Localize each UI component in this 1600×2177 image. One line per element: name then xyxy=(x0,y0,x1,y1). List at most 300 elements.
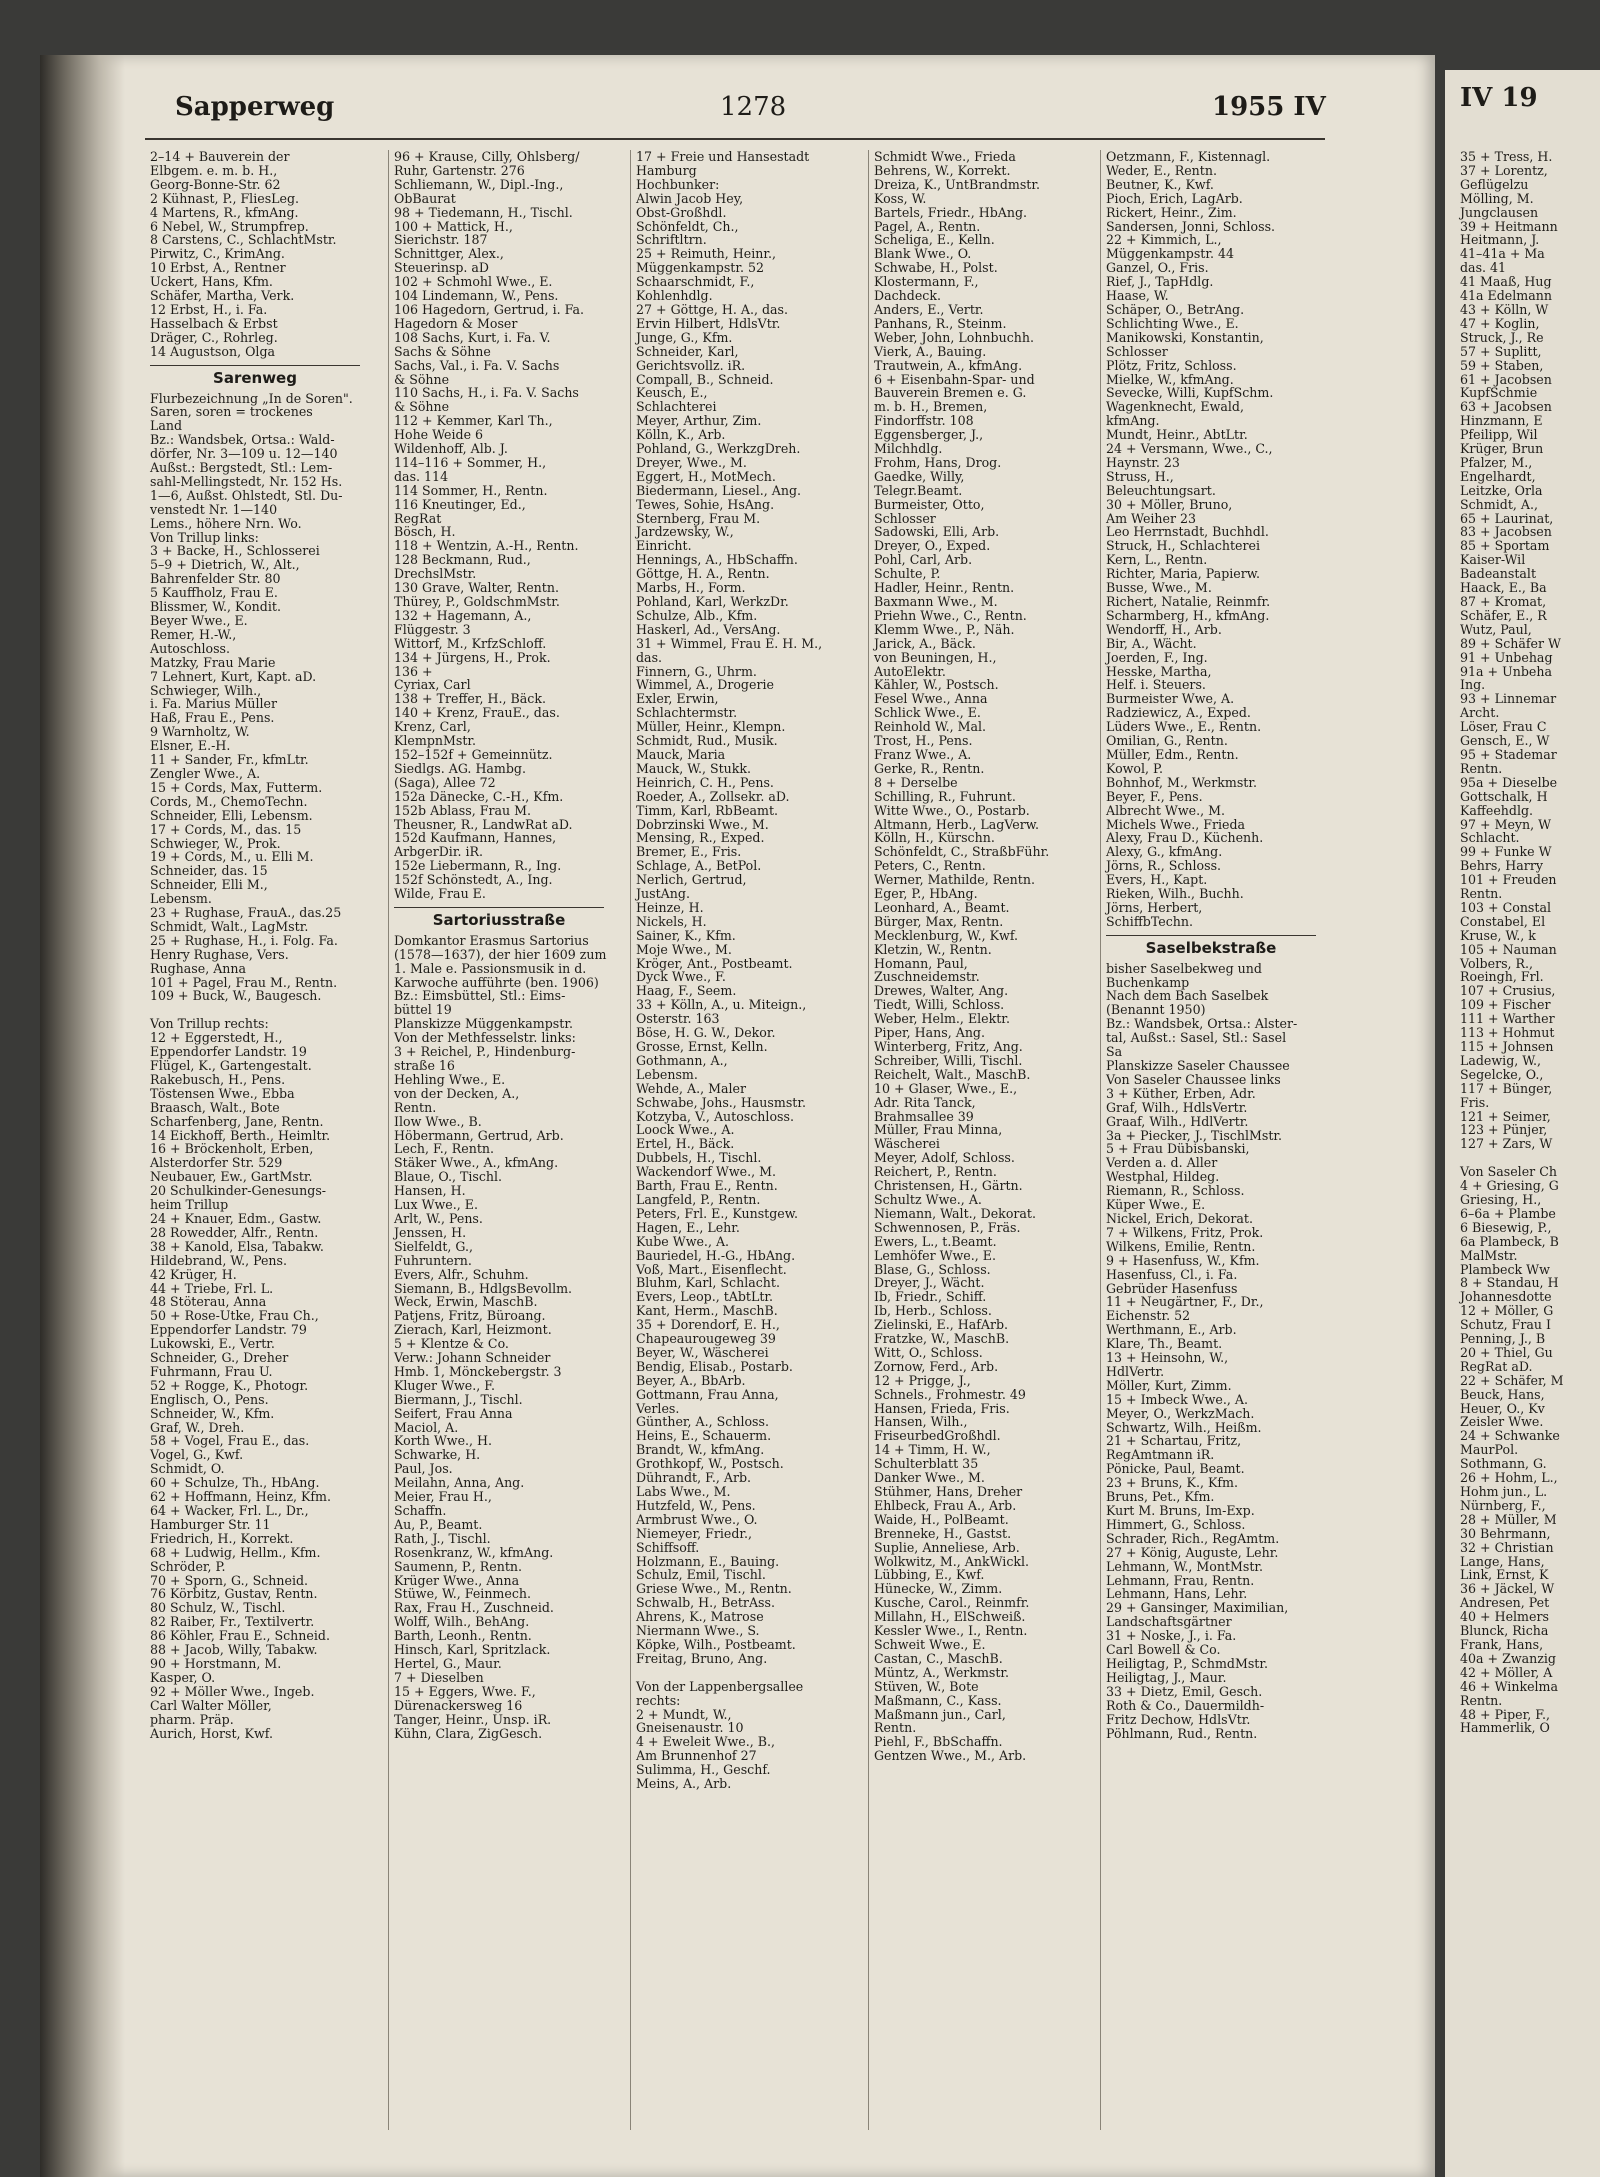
directory-entry: Gothmann, A., xyxy=(636,1052,728,1068)
directory-entry: 82 Raiber, Fr., Textilvertr. xyxy=(150,1614,315,1630)
directory-entry: Zielinski, E., HafArb. xyxy=(874,1317,1009,1333)
directory-entry: Piehl, F., BbSchaffn. xyxy=(874,1734,1003,1750)
directory-entry: 3 + Backe, H., Schlosserei xyxy=(150,543,320,559)
directory-entry: 7 + Dieselben xyxy=(394,1669,484,1685)
directory-entry: Kant, Herm., MaschB. xyxy=(636,1303,778,1319)
directory-entry: Wimmel, A., Drogerie xyxy=(636,677,774,693)
directory-entry: Saumenn, P., Rentn. xyxy=(394,1558,523,1574)
directory-entry: Am Weiher 23 xyxy=(1106,510,1197,526)
directory-entry: Voß, Mart., Eisenflecht. xyxy=(636,1261,787,1277)
directory-entry: Sachs, Val., i. Fa. V. Sachs xyxy=(394,357,560,373)
directory-entry: Schneider, Elli, Lebensm. xyxy=(150,807,313,823)
directory-entry: Lech, F., Rentn. xyxy=(394,1141,494,1157)
directory-entry: 76 Körbitz, Gustav, Rentn. xyxy=(150,1586,318,1602)
directory-entry: Armbrust Wwe., O. xyxy=(636,1511,758,1527)
directory-entry: Lux Wwe., E. xyxy=(394,1197,478,1213)
directory-entry: Graaf, Wilh., HdlVertr. xyxy=(1106,1113,1249,1129)
directory-entry: Engelhardt, xyxy=(1460,468,1536,484)
directory-entry: Pohland, Karl, WerkzDr. xyxy=(636,594,789,609)
directory-entry: 123 + Pünjer, xyxy=(1460,1122,1548,1138)
directory-entry: Wagenknecht, Ewald, xyxy=(1106,399,1244,415)
directory-entry: 9 + Hasenfuss, W., Kfm. xyxy=(1106,1252,1260,1268)
directory-entry: Brahmsallee 39 xyxy=(874,1108,974,1124)
directory-entry: Planskizze Saseler Chaussee xyxy=(1106,1058,1290,1073)
directory-entry: Hamburger Str. 11 xyxy=(150,1516,271,1532)
directory-entry: Kusche, Carol., Reinmfr. xyxy=(874,1595,1030,1611)
directory-entry: RegRat aD. xyxy=(1460,1358,1533,1374)
directory-entry: Chapeaurougeweg 39 xyxy=(636,1331,776,1347)
directory-entry: Maßmann, C., Kass. xyxy=(874,1692,1002,1708)
directory-entry: 11 + Sander, Fr., kfmLtr. xyxy=(150,752,309,768)
directory-entry: Eppendorfer Landstr. 79 xyxy=(150,1322,307,1338)
directory-entry: 35 + Tress, H. xyxy=(1460,149,1553,164)
directory-entry: Bir, A., Wächt. xyxy=(1106,635,1197,651)
directory-entry: Rentn. xyxy=(874,1720,917,1736)
directory-entry: Schwalb, H., BetrAss. xyxy=(636,1595,775,1611)
directory-entry: 3a + Piecker, J., TischlMstr. xyxy=(1106,1127,1283,1143)
directory-entry: Dreyer, O., Exped. xyxy=(874,538,991,554)
directory-entry: Kruse, W., k xyxy=(1460,927,1536,943)
directory-entry: Kühn, Clara, ZigGesch. xyxy=(394,1725,543,1741)
directory-entry: 36 + Jäckel, W xyxy=(1460,1581,1555,1597)
directory-entry: Bürger, Max, Rentn. xyxy=(874,913,1004,929)
directory-entry: Steuerinsp. aD xyxy=(394,260,490,276)
directory-entry: Loock Wwe., A. xyxy=(636,1122,735,1138)
directory-entry: Von Trillup links: xyxy=(150,529,259,545)
directory-entry: Bz.: Eimsbüttel, Stl.: Eims- xyxy=(394,988,566,1004)
directory-entry: Blase, G., Schloss. xyxy=(874,1261,991,1277)
directory-entry: 17 + Cords, M., das. 15 xyxy=(150,821,302,837)
directory-entry: 27 + Göttge, H. A., das. xyxy=(636,301,788,317)
directory-entry: Constabel, El xyxy=(1460,913,1546,929)
directory-entry: Autoschloss. xyxy=(150,640,231,656)
directory-entry: 106 Hagedorn, Gertrud, i. Fa. xyxy=(394,301,585,317)
directory-entry: Biermann, J., Tischl. xyxy=(394,1391,523,1407)
directory-entry: Graf, Wilh., HdlsVertr. xyxy=(1106,1099,1248,1115)
directory-entry: Sa xyxy=(1106,1044,1123,1060)
directory-entry: Zeisler Wwe. xyxy=(1460,1414,1544,1430)
directory-entry: 83 + Jacobsen xyxy=(1460,524,1552,540)
directory-entry: Sainer, K., Kfm. xyxy=(636,927,736,943)
directory-entry: 26 + Hohm, L., xyxy=(1460,1470,1558,1486)
directory-entry: Küper Wwe., E. xyxy=(1106,1197,1206,1213)
directory-entry: Weber, John, Lohnbuchh. xyxy=(874,329,1035,345)
directory-entry: Vierk, A., Bauing. xyxy=(874,343,987,359)
directory-entry: Beleuchtungsart. xyxy=(1106,482,1216,498)
directory-entry: 62 + Hoffmann, Heinz, Kfm. xyxy=(150,1489,332,1505)
directory-entry: Eppendorfer Landstr. 19 xyxy=(150,1044,307,1060)
directory-entry: Schlichting Wwe., E. xyxy=(1106,315,1239,331)
directory-entry: 105 + Nauman xyxy=(1460,941,1557,957)
directory-entry: Paul, Jos. xyxy=(394,1461,453,1477)
directory-entry: 13 + Heinsohn, W., xyxy=(1106,1350,1229,1366)
directory-entry: Behrens, W., Korrekt. xyxy=(874,162,1011,178)
directory-entry: Klemm Wwe., P., Näh. xyxy=(874,621,1015,637)
directory-entry: Struck, H., Schlachterei xyxy=(1106,538,1261,554)
directory-entry: Schneider, Elli M., xyxy=(150,877,268,893)
directory-entry: das. 41 xyxy=(1460,260,1507,276)
directory-entry: Bz.: Wandsbek, Ortsa.: Wald- xyxy=(150,432,335,448)
directory-entry: Köpke, Wilh., Postbeamt. xyxy=(636,1636,796,1652)
directory-entry: Werthmann, E., Arb. xyxy=(1106,1322,1237,1338)
directory-entry: Gerke, R., Rentn. xyxy=(874,760,985,776)
directory-entry: Heuer, O., Kv xyxy=(1460,1400,1545,1416)
directory-entry: 33 + Kölln, A., u. Miteign., xyxy=(636,997,807,1013)
directory-entry: Haynstr. 23 xyxy=(1106,454,1180,470)
directory-entry: Flügel, K., Gartengestalt. xyxy=(150,1058,312,1073)
directory-entry: Beutner, K., Kwf. xyxy=(1106,176,1214,192)
column-divider xyxy=(868,150,869,2130)
directory-entry: 113 + Hohmut xyxy=(1460,1025,1555,1041)
directory-entry: 15 + Imbeck Wwe., A. xyxy=(1106,1391,1248,1407)
directory-entry: Lems., höhere Nrn. Wo. xyxy=(150,515,302,531)
directory-entry: 5–9 + Dietrich, W., Alt., xyxy=(150,557,300,573)
directory-entry: Rughase, Anna xyxy=(150,960,247,976)
directory-entry: 3 + Küther, Erben, Adr. xyxy=(1106,1085,1256,1101)
directory-entry: MaurPol. xyxy=(1460,1442,1519,1458)
directory-entry: Behrs, Harry xyxy=(1460,858,1543,874)
directory-entry: Pohland, G., WerkzgDreh. xyxy=(636,441,801,457)
directory-entry: Schlage, A., BetPol. xyxy=(636,858,762,874)
directory-entry: 130 Grave, Walter, Rentn. xyxy=(394,580,559,596)
directory-entry: Sandersen, Jonni, Schloss. xyxy=(1106,218,1276,234)
directory-entry: Kaffeehdlg. xyxy=(1460,802,1534,818)
directory-entry: 95a + Dieselbe xyxy=(1460,774,1558,790)
directory-entry: 20 Schulkinder-Genesungs- xyxy=(150,1183,327,1199)
directory-entry: Albrecht Wwe., M. xyxy=(1106,802,1225,818)
directory-entry: 6 Nebel, W., Strumpfrep. xyxy=(150,218,309,234)
directory-entry: 64 + Wacker, Frl. L., Dr., xyxy=(150,1503,309,1518)
directory-entry: Flüggestr. 3 xyxy=(394,621,471,637)
directory-entry: Rieken, Wilh., Buchh. xyxy=(1106,886,1244,902)
directory-entry: Dräger, C., Rohrleg. xyxy=(150,329,278,345)
directory-entry: 7 + Wilkens, Fritz, Prok. xyxy=(1106,1224,1264,1240)
column-divider xyxy=(388,150,389,2130)
directory-entry: 85 + Sportam xyxy=(1460,538,1550,554)
directory-entry: Koss, W. xyxy=(874,190,927,206)
directory-entry: 107 + Crusius, xyxy=(1460,983,1556,999)
directory-column-3 xyxy=(636,150,846,2130)
directory-entry: 96 + Krause, Cilly, Ohlsberg/ xyxy=(394,149,580,164)
directory-entry: Tewes, Sohie, HsAng. xyxy=(636,496,775,512)
directory-entry: Hinzmann, E xyxy=(1460,413,1543,429)
directory-entry: Hammerlik, O xyxy=(1460,1720,1550,1736)
page-number: 1278 xyxy=(720,92,787,122)
directory-entry: Nickels, H. xyxy=(636,913,707,929)
next-page-head: IV 19 xyxy=(1460,83,1538,113)
directory-entry: Hinsch, Karl, Spritzlack. xyxy=(394,1642,551,1658)
directory-entry: Plambeck Ww xyxy=(1460,1261,1550,1277)
directory-entry: 138 + Treffer, H., Bäck. xyxy=(394,691,546,707)
directory-entry: Cords, M., ChemoTechn. xyxy=(150,793,308,809)
directory-entry: Rentn. xyxy=(394,1099,437,1115)
directory-entry: 12 Erbst, H., i. Fa. xyxy=(150,301,268,317)
directory-entry: Frank, Hans, xyxy=(1460,1636,1544,1652)
directory-entry: 6 + Eisenbahn-Spar- und xyxy=(874,371,1035,387)
directory-entry: Geflügelzu xyxy=(1460,176,1529,192)
directory-entry: Bauverein Bremen e. G. xyxy=(874,385,1027,401)
directory-entry: Eggert, H., MotMech. xyxy=(636,468,776,484)
directory-entry: Reinhold W., Mal. xyxy=(874,719,987,735)
directory-entry: Haase, W. xyxy=(1106,288,1169,304)
directory-entry: Sulimma, H., Geschf. xyxy=(636,1762,771,1778)
directory-entry: Verles. xyxy=(636,1400,680,1416)
directory-entry: m. b. H., Bremen, xyxy=(874,399,988,415)
directory-entry: Müggenkampstr. 52 xyxy=(636,260,765,276)
directory-entry: Heitmann, J. xyxy=(1460,232,1540,248)
directory-entry: MalMstr. xyxy=(1460,1247,1518,1263)
directory-entry: Planskizze Müggenkampstr. xyxy=(394,1016,573,1032)
directory-entry: Seifert, Frau Anna xyxy=(394,1405,513,1421)
directory-entry: Georg-Bonne-Str. 62 xyxy=(150,176,281,192)
directory-entry: 111 + Warther xyxy=(1460,1011,1555,1027)
directory-entry: Rentn. xyxy=(1460,1692,1503,1708)
directory-entry: Fesel Wwe., Anna xyxy=(874,691,988,707)
directory-entry: 127 + Zars, W xyxy=(1460,1136,1553,1152)
street-range-head: Sapperweg xyxy=(175,92,335,122)
directory-entry: Bartels, Friedr., HbAng. xyxy=(874,204,1028,220)
directory-entry: Niemeyer, Friedr., xyxy=(636,1525,753,1541)
directory-entry: Timm, Karl, RbBeamt. xyxy=(636,802,779,818)
directory-entry: Niermann Wwe., S. xyxy=(636,1623,760,1639)
directory-entry: Struck, J., Re xyxy=(1460,329,1544,345)
directory-entry: Nerlich, Gertrud, xyxy=(636,872,747,888)
directory-entry: Wolff, Wilh., BehAng. xyxy=(394,1614,530,1630)
directory-entry: Junge, G., Kfm. xyxy=(636,329,733,345)
directory-entry: Alexy, G., kfmAng. xyxy=(1106,844,1223,860)
directory-entry: 116 Kneutinger, Ed., xyxy=(394,496,526,512)
directory-entry: Schreiber, Willi, Tischl. xyxy=(874,1052,1023,1068)
directory-entry: Hertel, G., Maur. xyxy=(394,1655,502,1671)
directory-entry: Schlacht. xyxy=(1460,830,1520,846)
directory-entry: pharm. Präp. xyxy=(150,1711,234,1727)
directory-entry: Trautwein, A., kfmAng. xyxy=(874,357,1023,373)
directory-entry: Hohe Weide 6 xyxy=(394,427,484,443)
directory-entry: Labs Wwe., M. xyxy=(636,1484,731,1499)
directory-entry: Schäper, O., BetrAng. xyxy=(1106,301,1245,317)
directory-entry: Telegr.Beamt. xyxy=(874,482,963,498)
directory-entry: Westphal, Hildeg. xyxy=(1106,1169,1220,1185)
directory-entry: 140 + Krenz, FrauE., das. xyxy=(394,705,560,721)
directory-entry: Beyer, F., Pens. xyxy=(1106,788,1203,804)
directory-entry: Dreiza, K., UntBrandmstr. xyxy=(874,176,1041,192)
directory-entry: 58 + Vogel, Frau E., das. xyxy=(150,1433,310,1449)
directory-entry: Sevecke, Willi, KupfSchm. xyxy=(1106,385,1274,401)
directory-entry: FriseurbedGroßhdl. xyxy=(874,1428,1001,1444)
directory-entry: 50 + Rose-Utke, Frau Ch., xyxy=(150,1308,319,1324)
directory-entry: Zierach, Karl, Heizmont. xyxy=(394,1322,552,1338)
directory-entry: Elbgem. e. m. b. H., xyxy=(150,162,278,178)
directory-entry: Rakebusch, H., Pens. xyxy=(150,1071,286,1087)
directory-entry: Beyer Wwe., E. xyxy=(150,613,248,628)
directory-entry: Schulte, P. xyxy=(874,566,941,582)
directory-entry: Waide, H., PolBeamt. xyxy=(874,1511,1009,1527)
directory-entry: 102 + Schmohl Wwe., E. xyxy=(394,274,553,290)
directory-entry: Müller, Heinr., Klempn. xyxy=(636,719,786,735)
directory-entry: 93 + Linnemar xyxy=(1460,691,1557,707)
directory-entry: Von Saseler Chaussee links xyxy=(1106,1071,1281,1087)
directory-entry: Schrader, Rich., RegAmtm. xyxy=(1106,1530,1280,1546)
directory-entry: Kube Wwe., A. xyxy=(636,1233,730,1249)
directory-entry: Scharfenberg, Jane, Rentn. xyxy=(150,1113,324,1129)
directory-entry: Weder, E., Rentn. xyxy=(1106,162,1217,178)
directory-entry: Gottschalk, H xyxy=(1460,788,1548,804)
directory-entry: SchiffbTechn. xyxy=(1106,913,1193,929)
directory-entry: 24 + Versmann, Wwe., C., xyxy=(1106,441,1273,457)
directory-entry: JustAng. xyxy=(636,886,690,902)
directory-entry: 9 Warnholtz, W. xyxy=(150,724,250,740)
directory-entry: Heinze, H. xyxy=(636,899,704,915)
head-rule xyxy=(145,138,1325,140)
directory-entry: Verden a. d. Aller xyxy=(1106,1155,1218,1171)
directory-entry: Archt. xyxy=(1460,705,1500,721)
directory-entry: Jörns, Herbert, xyxy=(1106,899,1203,915)
directory-entry: Hansen, Frieda, Fris. xyxy=(874,1400,1010,1416)
directory-entry: Eger, P., HbAng. xyxy=(874,886,978,902)
directory-entry: Dubbels, H., Tischl. xyxy=(636,1150,762,1166)
directory-entry: Schnels., Frohmestr. 49 xyxy=(874,1386,1026,1402)
directory-entry: Fuhrmann, Frau U. xyxy=(150,1363,273,1379)
directory-entry: Grosse, Ernst, Kelln. xyxy=(636,1039,768,1054)
directory-entry: Sielfeldt, G., xyxy=(394,1238,474,1254)
directory-entry: Schlosser xyxy=(1106,343,1168,359)
directory-entry: Meins, A., Arb. xyxy=(636,1776,732,1792)
directory-entry: Lübbing, E., Kwf. xyxy=(874,1567,985,1583)
directory-entry: 15 + Cords, Max, Futterm. xyxy=(150,779,323,795)
directory-entry: 112 + Kemmer, Karl Th., xyxy=(394,413,553,429)
directory-entry: Griesing, H., xyxy=(1460,1191,1542,1207)
directory-entry: Zengler Wwe., A. xyxy=(150,765,261,781)
directory-entry: Lehmann, Hans, Lehr. xyxy=(1106,1586,1248,1602)
directory-entry: Schwabe, H., Polst. xyxy=(874,260,998,276)
directory-entry: KupfSchmie xyxy=(1460,385,1538,401)
directory-entry: Blaue, O., Tischl. xyxy=(394,1169,503,1185)
directory-entry: 2 + Mundt, W., xyxy=(636,1706,732,1722)
directory-entry: Remer, H.-W., xyxy=(150,626,237,642)
directory-entry: Schriftltrn. xyxy=(636,232,707,248)
directory-entry: 8 + Standau, H xyxy=(1460,1275,1559,1291)
directory-entry: Heiligtag, P., SchmdMstr. xyxy=(1106,1655,1269,1671)
directory-entry: Stühmer, Hans, Dreher xyxy=(874,1484,1023,1499)
directory-entry: Carl Bowell & Co. xyxy=(1106,1642,1221,1658)
directory-entry: Landschaftsgärtner xyxy=(1106,1614,1232,1630)
directory-entry: 68 + Ludwig, Hellm., Kfm. xyxy=(150,1544,321,1560)
directory-entry: Eggensberger, J., xyxy=(874,427,984,443)
directory-entry: Rax, Frau H., Zuschneid. xyxy=(394,1600,554,1616)
directory-entry: Osterstr. 163 xyxy=(636,1011,720,1027)
directory-entry: 104 Lindemann, W., Pens. xyxy=(394,288,559,304)
directory-entry: 22 + Schäfer, M xyxy=(1460,1372,1564,1388)
directory-entry: Hagen, E., Lehr. xyxy=(636,1219,740,1235)
directory-entry: Hohm jun., L. xyxy=(1460,1484,1548,1499)
directory-entry: Ing. xyxy=(1460,677,1486,693)
directory-entry: 39 + Heitmann xyxy=(1460,218,1558,234)
directory-entry: 57 + Suplitt, xyxy=(1460,343,1542,359)
directory-entry: Klare, Th., Beamt. xyxy=(1106,1336,1223,1352)
directory-entry: 91a + Unbeha xyxy=(1460,663,1552,679)
street-heading: Sartoriusstraße xyxy=(394,907,604,928)
directory-entry: Krenz, Carl, xyxy=(394,719,471,735)
directory-entry: Pioch, Erich, LagArb. xyxy=(1106,190,1243,206)
directory-entry: Franz Wwe., A. xyxy=(874,746,972,762)
directory-entry: Ewers, L., t.Beamt. xyxy=(874,1233,997,1249)
directory-entry: Siemann, B., HdlgsBevollm. xyxy=(394,1280,573,1296)
directory-entry: Pagel, A., Rentn. xyxy=(874,218,981,234)
directory-entry: Klostermann, F., xyxy=(874,274,979,290)
directory-entry: Von Trillup rechts: xyxy=(150,1016,269,1032)
directory-entry: Alwin Jacob Hey, xyxy=(636,190,744,206)
year-volume-head: 1955 IV xyxy=(1212,92,1326,122)
directory-entry: 27 + König, Auguste, Lehr. xyxy=(1106,1544,1279,1560)
directory-entry: 99 + Funke W xyxy=(1460,844,1552,860)
directory-entry: Korth Wwe., H. xyxy=(394,1433,493,1449)
directory-entry: Evers, Leop., tAbtLtr. xyxy=(636,1289,774,1305)
directory-entry: 101 + Freuden xyxy=(1460,872,1557,888)
directory-entry: Roeder, A., Zollsekr. aD. xyxy=(636,788,790,804)
directory-entry: Freitag, Bruno, Ang. xyxy=(636,1650,768,1666)
directory-entry: Von der Methfesselstr. links: xyxy=(394,1030,576,1046)
directory-entry: Reichert, P., Rentn. xyxy=(874,1164,997,1180)
directory-entry: Ertel, H., Bäck. xyxy=(636,1136,735,1152)
directory-entry: Winterberg, Fritz, Ang. xyxy=(874,1039,1023,1054)
directory-entry: 152b Ablass, Frau M. xyxy=(394,802,532,818)
directory-entry: Einricht. xyxy=(636,538,692,554)
directory-entry: 134 + Jürgens, H., Prok. xyxy=(394,649,551,665)
directory-entry: 22 + Kimmich, L., xyxy=(1106,232,1222,248)
directory-entry: Johannesdotte xyxy=(1460,1289,1552,1305)
directory-entry: Weck, Erwin, MaschB. xyxy=(394,1294,538,1310)
directory-entry: Schaarschmidt, F., xyxy=(636,274,755,290)
directory-entry: Hehling Wwe., E. xyxy=(394,1071,506,1087)
directory-entry: 115 + Johnsen xyxy=(1460,1039,1554,1054)
directory-entry: Brandt, W., kfmAng. xyxy=(636,1442,765,1458)
directory-entry: 86 Köhler, Frau E., Schneid. xyxy=(150,1628,330,1644)
directory-entry: Hmb. 1, Mönckebergstr. 3 xyxy=(394,1363,562,1379)
directory-entry: Lange, Hans, xyxy=(1460,1553,1545,1569)
directory-entry: Schmidt, A., xyxy=(1460,496,1538,512)
directory-entry: Fratzke, W., MaschB. xyxy=(874,1331,1010,1347)
directory-entry: Schneider, G., Dreher xyxy=(150,1350,289,1366)
directory-entry: 5 Kauffholz, Frau E. xyxy=(150,585,278,601)
directory-entry: Pfeilipp, Wil xyxy=(1460,427,1538,443)
directory-entry: Lukowski, E., Vertr. xyxy=(150,1336,275,1352)
directory-entry: Hagedorn & Moser xyxy=(394,315,518,331)
directory-entry: Schwabe, Johs., Hausmstr. xyxy=(636,1094,806,1110)
directory-entry: Tiedt, Willi, Schloss. xyxy=(874,997,1005,1013)
directory-entry: 118 + Wentzin, A.-H., Rentn. xyxy=(394,538,579,554)
directory-entry: Rosenkranz, W., kfmAng. xyxy=(394,1544,554,1560)
directory-entry: venstedt Nr. 1—140 xyxy=(150,501,278,517)
directory-entry: Weber, Helm., Elektr. xyxy=(874,1011,1010,1027)
directory-entry: 108 Sachs, Kurt, i. Fa. V. xyxy=(394,329,551,345)
directory-entry: 60 + Schulze, Th., HbAng. xyxy=(150,1475,320,1491)
directory-entry: dörfer, Nr. 3—109 u. 12—140 xyxy=(150,446,338,462)
directory-entry: 132 + Hagemann, A., xyxy=(394,607,532,623)
directory-entry: Hadler, Heinr., Rentn. xyxy=(874,580,1015,596)
directory-entry: 89 + Schäfer W xyxy=(1460,635,1561,651)
directory-entry: Schlick Wwe., E. xyxy=(874,705,981,721)
directory-entry: Nürnberg, F., xyxy=(1460,1497,1546,1513)
directory-entry: 10 Erbst, A., Rentner xyxy=(150,260,286,276)
directory-column-5 xyxy=(1106,150,1316,2130)
directory-entry: 17 + Freie und Hansestadt xyxy=(636,149,810,164)
directory-entry: Tanger, Heinr., Unsp. iR. xyxy=(394,1711,552,1727)
directory-entry: Krüger Wwe., Anna xyxy=(394,1572,520,1588)
directory-entry: Gebrüder Hasenfuss xyxy=(1106,1280,1238,1296)
directory-entry: tal, Außst.: Sasel, Stl.: Sasel xyxy=(1106,1030,1287,1046)
directory-entry: Ganzel, O., Fris. xyxy=(1106,260,1209,276)
directory-entry: Piper, Hans, Ang. xyxy=(874,1025,986,1041)
